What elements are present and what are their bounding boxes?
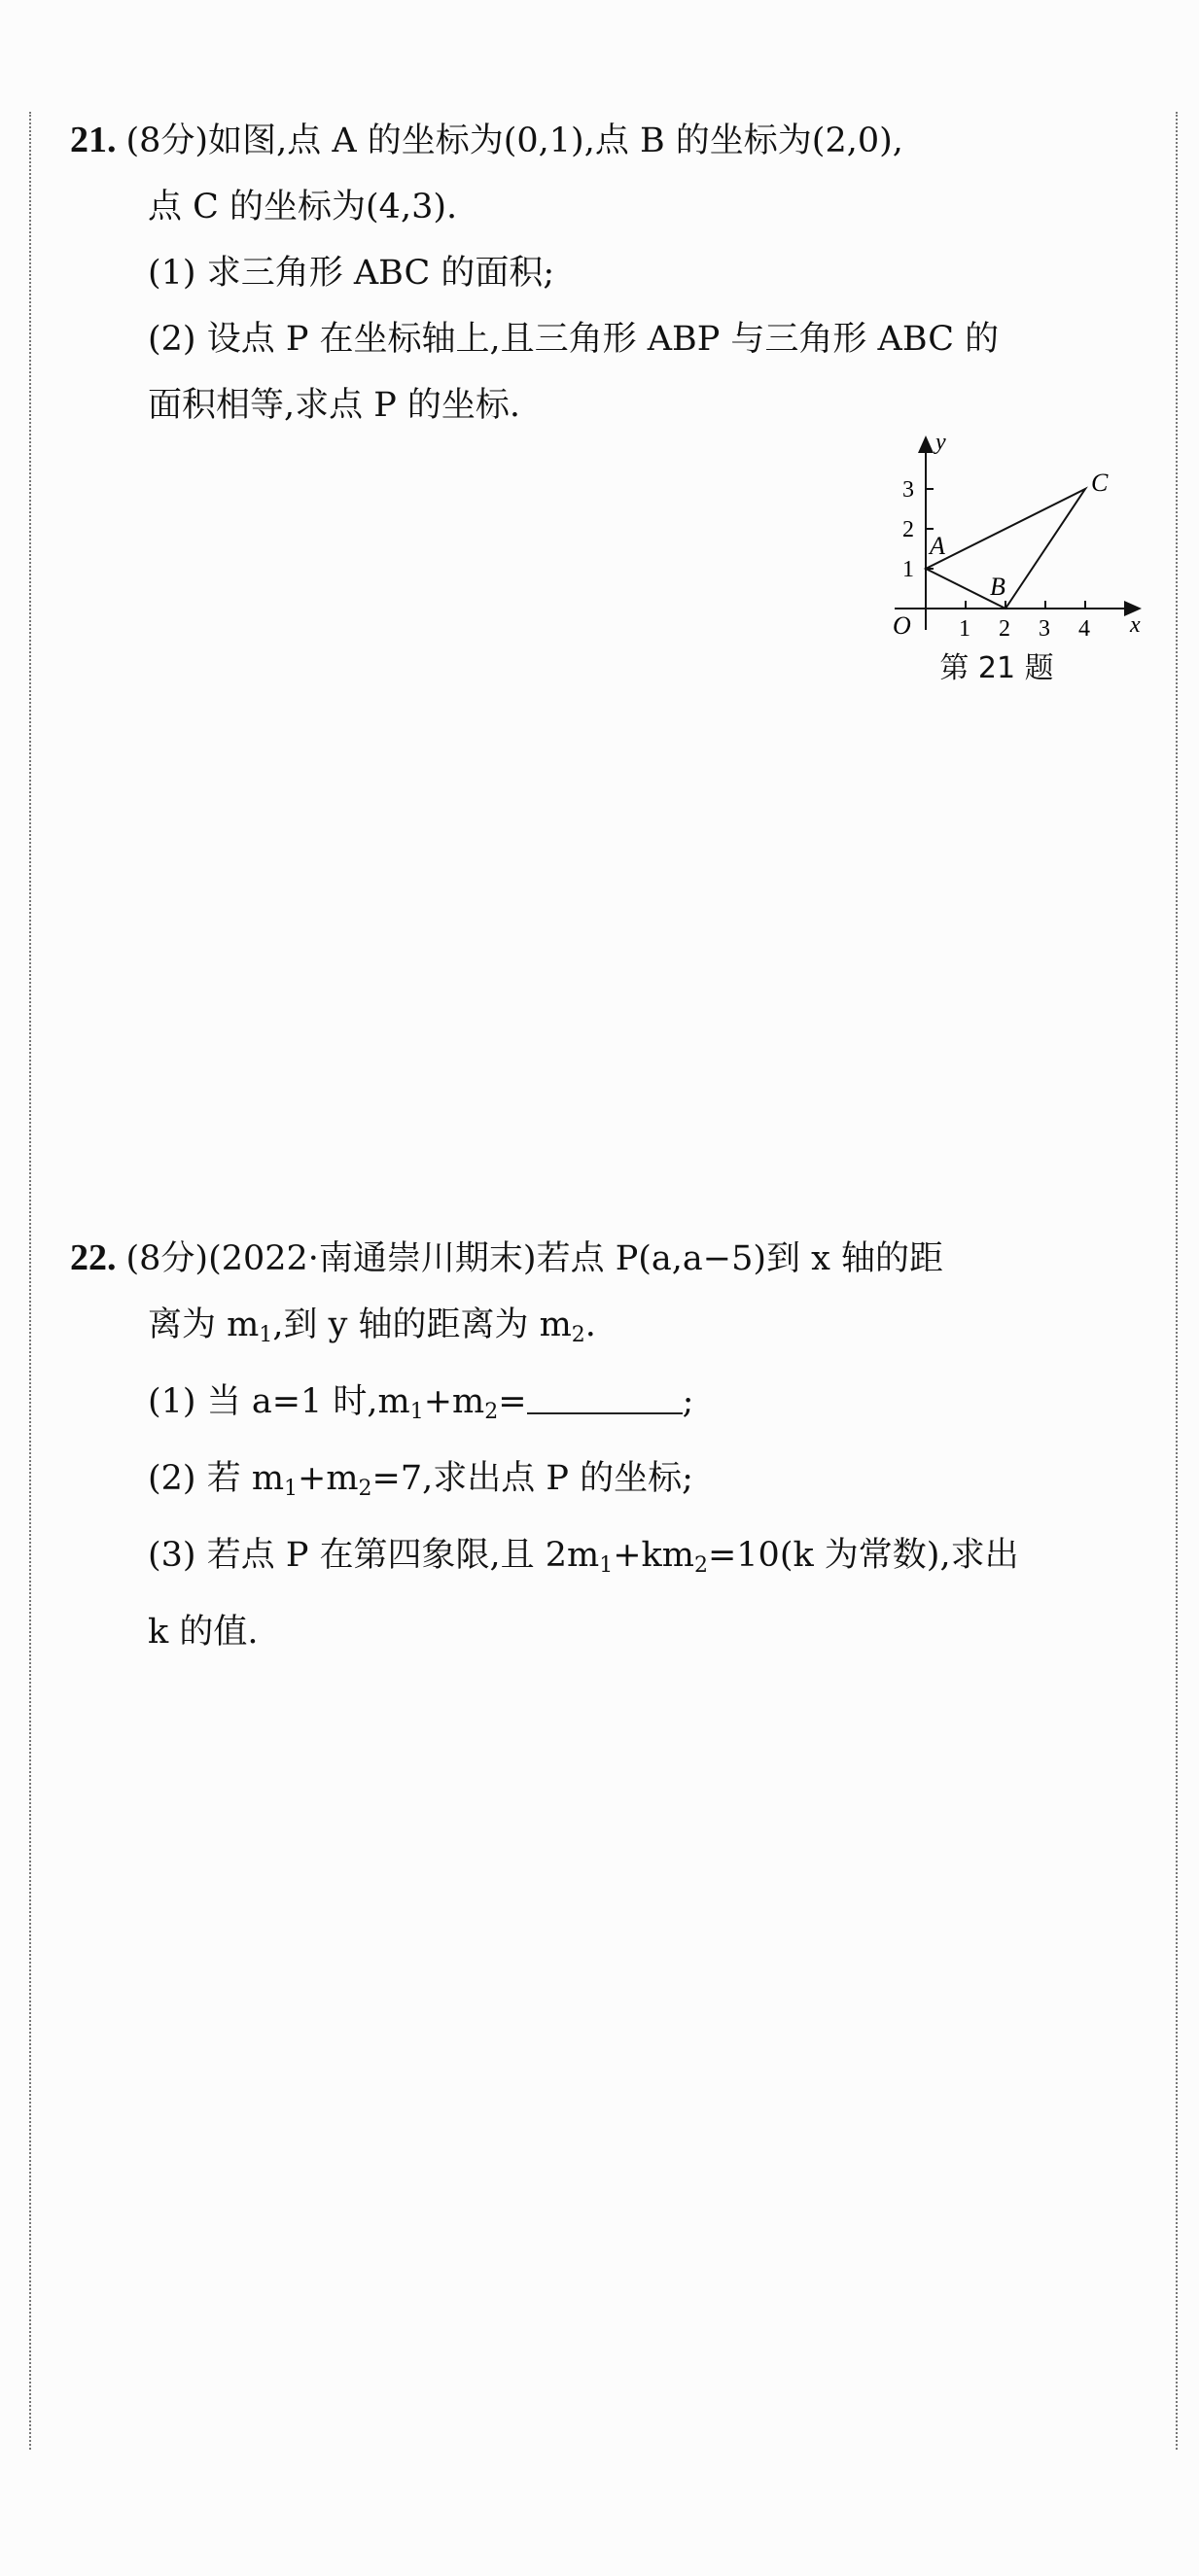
subscript-2: 2 — [358, 1477, 372, 1501]
x-tick-label-3: 3 — [1039, 616, 1050, 642]
subscript-1: 1 — [599, 1553, 614, 1578]
q1-part-a: (1) 当 a=1 时,m — [148, 1382, 410, 1421]
right-dotted-border — [1176, 112, 1178, 2450]
stem-2-part-c: . — [584, 1305, 596, 1344]
problem-22-line-1 — [70, 1225, 1141, 1292]
subscript-2: 2 — [571, 1323, 585, 1347]
problem-22-number: 22. — [70, 1237, 117, 1278]
subscript-1: 1 — [284, 1477, 299, 1501]
point-c-label: C — [1091, 469, 1109, 497]
coordinate-diagram — [875, 428, 1147, 642]
problem-21-question-2b: 面积相等,求点 P 的坐标. — [148, 386, 521, 425]
q1-part-d: ; — [682, 1382, 694, 1421]
point-a-label: A — [930, 532, 945, 560]
y-axis-label: y — [935, 430, 946, 455]
subscript-1: 1 — [259, 1323, 273, 1347]
y-tick-label-3: 3 — [902, 477, 914, 503]
figure-caption: 第 21 题 — [939, 651, 1054, 685]
problem-22-question-3-cont: k 的值. — [148, 1613, 259, 1652]
q2-part-b: +m — [298, 1459, 359, 1498]
origin-label: O — [893, 611, 911, 640]
q2-part-a: (2) 若 m — [148, 1459, 285, 1498]
problem-21-line-1 — [70, 107, 1141, 174]
subscript-2: 2 — [484, 1400, 499, 1424]
q1-part-b: +m — [423, 1382, 485, 1421]
problem-21 — [70, 107, 1141, 438]
x-tick-label-1: 1 — [959, 616, 970, 642]
stem-2-part-b: ,到 y 轴的距离为 m — [272, 1305, 572, 1344]
y-tick-label-1: 1 — [902, 557, 914, 582]
problem-21-figure — [875, 428, 1147, 700]
subscript-2: 2 — [693, 1553, 708, 1578]
problem-22-question-1 — [70, 1369, 1141, 1445]
x-tick-label-4: 4 — [1078, 616, 1090, 642]
problem-22 — [70, 1225, 1141, 1665]
x-axis-label: x — [1130, 612, 1141, 638]
stem-2-part-a: 离为 m — [148, 1305, 260, 1344]
problem-21-number: 21. — [70, 120, 117, 160]
problem-21-question-2a: (2) 设点 P 在坐标轴上,且三角形 ABP 与三角形 ABC 的 — [148, 320, 1000, 359]
q3-part-a: (3) 若点 P 在第四象限,且 2m — [148, 1536, 600, 1575]
problem-22-stem-1: (8分)(2022·南通崇川期末)若点 P(a,a−5)到 x 轴的距 — [125, 1239, 944, 1278]
problem-21-line-2: 点 C 的坐标为(4,3). — [148, 188, 458, 226]
answer-blank[interactable] — [527, 1383, 683, 1414]
y-tick-label-2: 2 — [902, 517, 914, 542]
x-tick-label-2: 2 — [999, 616, 1010, 642]
point-b-label: B — [990, 573, 1005, 601]
q2-part-c: =7,求出点 P 的坐标; — [371, 1459, 693, 1498]
problem-21-question-1: (1) 求三角形 ABC 的面积; — [148, 254, 555, 293]
problem-22-question-2 — [70, 1445, 1141, 1522]
problem-21-stem-1: (8分)如图,点 A 的坐标为(0,1),点 B 的坐标为(2,0), — [125, 122, 903, 160]
left-dotted-border — [29, 112, 31, 2450]
q3-part-b: +km — [613, 1536, 694, 1575]
q3-part-c: =10(k 为常数),求出 — [707, 1536, 1019, 1575]
q1-part-c: = — [498, 1382, 527, 1421]
problem-22-line-2 — [70, 1292, 1141, 1369]
subscript-1: 1 — [409, 1400, 424, 1424]
problem-22-question-3 — [70, 1522, 1141, 1599]
triangle-abc — [926, 489, 1085, 609]
